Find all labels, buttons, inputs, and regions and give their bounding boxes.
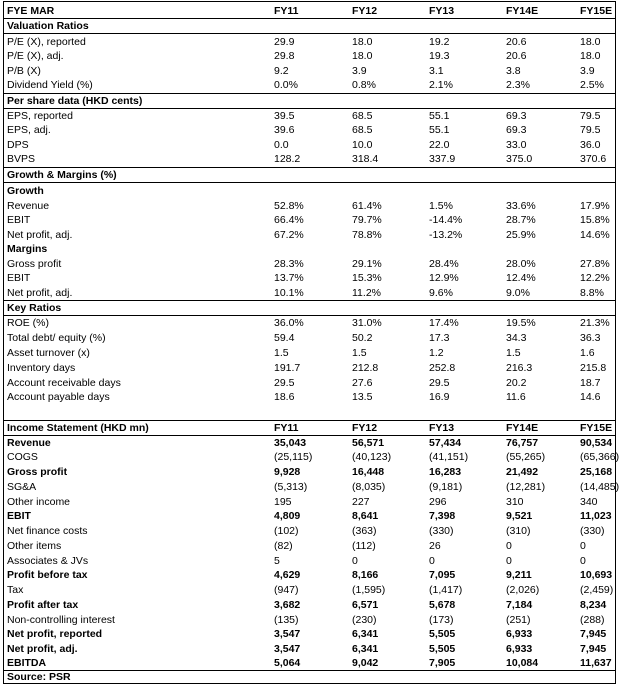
section-header-income-statement: [4, 420, 615, 436]
cell-value: -13.2%: [429, 229, 463, 241]
cell-value: 375.0: [506, 153, 533, 165]
table-row: [4, 568, 615, 582]
cell-value: 0: [506, 555, 512, 567]
cell-value: 13.7%: [274, 272, 304, 284]
cell-value: 52.8%: [274, 200, 304, 212]
cell-value: 39.5: [274, 110, 295, 122]
cell-value: 7,095: [429, 569, 456, 581]
section-title: Key Ratios: [7, 302, 62, 314]
table-row: [4, 152, 615, 166]
row-label: Gross profit: [7, 258, 62, 270]
row-label: EBIT: [7, 272, 31, 284]
cell-value: 39.6: [274, 124, 295, 136]
section-title: Per share data (HKD cents): [7, 95, 143, 107]
row-label: Associates & JVs: [7, 555, 89, 567]
cell-value: 20.6: [506, 36, 527, 48]
cell-value: 79.7%: [352, 214, 382, 226]
table-row: [4, 376, 615, 390]
cell-value: 0.0%: [274, 79, 298, 91]
row-label: Other income: [7, 496, 71, 508]
table-row: [4, 390, 615, 404]
cell-value: 1.5: [274, 347, 289, 359]
cell-value: 10,693: [580, 569, 613, 581]
cell-value: 310: [506, 496, 524, 508]
year-header: FY12: [352, 422, 378, 434]
cell-value: (310): [506, 525, 531, 537]
year-header: FY13: [429, 5, 455, 17]
cell-value: 50.2: [352, 332, 373, 344]
table-row: [4, 286, 615, 300]
row-label: Account receivable days: [7, 377, 121, 389]
table-row: [4, 346, 615, 360]
subsection-header-margins: [4, 242, 615, 256]
section-header-per-share: [4, 93, 615, 109]
cell-value: (173): [429, 614, 454, 626]
cell-value: (1,417): [429, 584, 463, 596]
fye-label: FYE MAR: [7, 5, 55, 17]
table-row: [4, 49, 615, 63]
cell-value: 11,637: [580, 657, 612, 669]
cell-value: 212.8: [352, 362, 379, 374]
cell-value: 6,933: [506, 643, 533, 655]
cell-value: (40,123): [352, 451, 392, 463]
cell-value: 28.3%: [274, 258, 304, 270]
cell-value: 14.6: [580, 391, 601, 403]
cell-value: 78.8%: [352, 229, 382, 241]
cell-value: 20.2: [506, 377, 527, 389]
cell-value: 17.4%: [429, 317, 459, 329]
subsection-header-growth: [4, 184, 615, 198]
cell-value: 17.3: [429, 332, 450, 344]
cell-value: 66.4%: [274, 214, 304, 226]
cell-value: 0: [580, 555, 586, 567]
table-row: [4, 228, 615, 242]
table-row: [4, 524, 615, 538]
cell-value: 0: [429, 555, 435, 567]
cell-value: 26: [429, 540, 441, 552]
cell-value: 9,211: [506, 569, 532, 581]
table-row: [4, 583, 615, 597]
subsection-title: Margins: [7, 243, 48, 255]
cell-value: 128.2: [274, 153, 301, 165]
table-row: [4, 554, 615, 568]
cell-value: (25,115): [274, 451, 313, 463]
cell-value: (82): [274, 540, 293, 552]
cell-value: 11,023: [580, 510, 612, 522]
cell-value: 61.4%: [352, 200, 382, 212]
cell-value: 33.6%: [506, 200, 536, 212]
table-row: [4, 213, 615, 227]
cell-value: 18.0: [352, 50, 373, 62]
cell-value: 215.8: [580, 362, 607, 374]
table-row: [4, 450, 619, 464]
cell-value: 29.5: [274, 377, 295, 389]
cell-value: 28.7%: [506, 214, 536, 226]
row-label: SG&A: [7, 481, 37, 493]
cell-value: 18.7: [580, 377, 601, 389]
cell-value: 68.5: [352, 110, 373, 122]
cell-value: 7,905: [429, 657, 456, 669]
cell-value: 2.1%: [429, 79, 453, 91]
row-label: Total debt/ equity (%): [7, 332, 106, 344]
cell-value: 2.3%: [506, 79, 530, 91]
year-header: FY11: [274, 5, 299, 17]
table-row: [4, 509, 615, 523]
row-label: EBIT: [7, 214, 31, 226]
row-label: Net profit, adj.: [7, 229, 73, 241]
cell-value: 12.2%: [580, 272, 610, 284]
cell-value: 9.6%: [429, 287, 453, 299]
cell-value: 5,505: [429, 628, 456, 640]
table-row: [4, 436, 615, 450]
cell-value: 5,678: [429, 599, 456, 611]
cell-value: 69.3: [506, 124, 527, 136]
cell-value: 55.1: [429, 124, 450, 136]
cell-value: 6,933: [506, 628, 533, 640]
year-header: FY15E: [580, 422, 613, 434]
cell-value: 318.4: [352, 153, 379, 165]
row-label: ROE (%): [7, 317, 49, 329]
cell-value: (112): [352, 540, 376, 552]
cell-value: 296: [429, 496, 447, 508]
year-header: FY15E: [580, 5, 613, 17]
cell-value: 79.5: [580, 124, 601, 136]
row-label: P/B (X): [7, 65, 41, 77]
row-label: COGS: [7, 451, 38, 463]
cell-value: 0: [580, 540, 586, 552]
cell-value: 8,641: [352, 510, 379, 522]
cell-value: (947): [274, 584, 299, 596]
cell-value: 19.3: [429, 50, 450, 62]
cell-value: 3,682: [274, 599, 301, 611]
source-note: Source: PSR: [7, 671, 71, 683]
cell-value: 1.5: [352, 347, 367, 359]
cell-value: (1,595): [352, 584, 386, 596]
row-label: BVPS: [7, 153, 36, 165]
cell-value: (102): [274, 525, 299, 537]
cell-value: 25.9%: [506, 229, 536, 241]
cell-value: 8.8%: [580, 287, 604, 299]
cell-value: 9,521: [506, 510, 533, 522]
cell-value: (363): [352, 525, 377, 537]
cell-value: 6,341: [352, 628, 379, 640]
table-row: [4, 598, 615, 612]
cell-value: (5,313): [274, 481, 308, 493]
cell-value: 31.0%: [352, 317, 382, 329]
cell-value: 8,234: [580, 599, 607, 611]
cell-value: 21.3%: [580, 317, 610, 329]
cell-value: 18.6: [274, 391, 295, 403]
cell-value: 6,341: [352, 643, 379, 655]
row-label: DPS: [7, 139, 29, 151]
cell-value: 27.6: [352, 377, 373, 389]
cell-value: (9,181): [429, 481, 463, 493]
cell-value: 7,398: [429, 510, 456, 522]
cell-value: 28.4%: [429, 258, 459, 270]
cell-value: 79.5: [580, 110, 601, 122]
cell-value: 90,534: [580, 437, 613, 449]
table-row: [4, 138, 615, 152]
cell-value: (2,459): [580, 584, 614, 596]
cell-value: (330): [580, 525, 605, 537]
row-label: Inventory days: [7, 362, 76, 374]
section-title: Growth & Margins (%): [7, 169, 117, 181]
table-row: [4, 539, 615, 553]
row-label: Asset turnover (x): [7, 347, 90, 359]
cell-value: 18.0: [580, 36, 601, 48]
cell-value: 9,928: [274, 466, 301, 478]
cell-value: 1.2: [429, 347, 444, 359]
cell-value: 9.0%: [506, 287, 530, 299]
cell-value: (2,026): [506, 584, 540, 596]
cell-value: 19.2: [429, 36, 450, 48]
cell-value: 0.0: [274, 139, 289, 151]
row-label: Profit before tax: [7, 569, 88, 581]
cell-value: 18.0: [580, 50, 601, 62]
cell-value: 67.2%: [274, 229, 304, 241]
section-title: Income Statement (HKD mn): [7, 422, 149, 434]
cell-value: (330): [429, 525, 454, 537]
year-header: FY11: [274, 422, 299, 434]
cell-value: 36.0: [580, 139, 601, 151]
section-header-key-ratios: [4, 300, 615, 316]
cell-value: 195: [274, 496, 292, 508]
cell-value: (65,366): [580, 451, 619, 463]
cell-value: 1.5%: [429, 200, 453, 212]
cell-value: 16,283: [429, 466, 462, 478]
cell-value: 1.5: [506, 347, 521, 359]
cell-value: 3.1: [429, 65, 444, 77]
cell-value: 36.0%: [274, 317, 304, 329]
row-label: Net finance costs: [7, 525, 88, 537]
row-label: Profit after tax: [7, 599, 79, 611]
row-label: Revenue: [7, 200, 50, 212]
cell-value: 4,629: [274, 569, 301, 581]
table-row: [4, 465, 615, 479]
cell-value: 27.8%: [580, 258, 610, 270]
year-header: FY14E: [506, 5, 539, 17]
cell-value: 57,434: [429, 437, 462, 449]
row-label: Dividend Yield (%): [7, 79, 93, 91]
section-header-valuation: [4, 19, 615, 34]
cell-value: 340: [580, 496, 598, 508]
cell-value: 7,184: [506, 599, 533, 611]
cell-value: (288): [580, 614, 605, 626]
cell-value: 227: [352, 496, 370, 508]
row-label: EBIT: [7, 510, 31, 522]
row-label: EBITDA: [7, 657, 47, 669]
cell-value: 10.0: [352, 139, 373, 151]
table-row: [4, 316, 615, 330]
table-row: [4, 78, 615, 92]
table-row: [4, 361, 615, 375]
table-row: [4, 271, 615, 285]
source-row: [4, 670, 615, 684]
cell-value: (12,281): [506, 481, 546, 493]
row-label: Other items: [7, 540, 62, 552]
cell-value: 337.9: [429, 153, 456, 165]
cell-value: 21,492: [506, 466, 539, 478]
cell-value: 16,448: [352, 466, 385, 478]
cell-value: (41,151): [429, 451, 469, 463]
row-label: Net profit, reported: [7, 628, 103, 640]
cell-value: 17.9%: [580, 200, 610, 212]
row-label: Tax: [7, 584, 24, 596]
cell-value: 0: [506, 540, 512, 552]
cell-value: 1.6: [580, 347, 595, 359]
year-header: FY14E: [506, 422, 539, 434]
row-label: P/E (X), reported: [7, 36, 86, 48]
cell-value: 12.9%: [429, 272, 459, 284]
table-row: [4, 480, 619, 494]
cell-value: 7,945: [580, 628, 607, 640]
cell-value: 0: [352, 555, 358, 567]
cell-value: 34.3: [506, 332, 527, 344]
cell-value: 69.3: [506, 110, 527, 122]
cell-value: 55.1: [429, 110, 450, 122]
row-label: P/E (X), adj.: [7, 50, 64, 62]
cell-value: 0.8%: [352, 79, 376, 91]
table-row: [4, 495, 615, 509]
row-label: Non-controlling interest: [7, 614, 115, 626]
cell-value: 6,571: [352, 599, 379, 611]
cell-value: (8,035): [352, 481, 386, 493]
cell-value: 29.5: [429, 377, 450, 389]
cell-value: 29.9: [274, 36, 295, 48]
cell-value: 35,043: [274, 437, 307, 449]
cell-value: 3.8: [506, 65, 521, 77]
row-label: Net profit, adj.: [7, 643, 78, 655]
table-row: [4, 199, 615, 213]
financial-summary-table: [3, 1, 619, 684]
cell-value: (135): [274, 614, 299, 626]
cell-value: 3,547: [274, 643, 301, 655]
table-row: [4, 257, 615, 271]
table-row: [4, 109, 615, 123]
cell-value: 25,168: [580, 466, 613, 478]
cell-value: 15.3%: [352, 272, 382, 284]
cell-value: 11.2%: [352, 287, 381, 299]
subsection-title: Growth: [7, 185, 44, 197]
cell-value: 68.5: [352, 124, 373, 136]
cell-value: 13.5: [352, 391, 373, 403]
table-row: [4, 656, 615, 671]
cell-value: 20.6: [506, 50, 527, 62]
cell-value: 3,547: [274, 628, 301, 640]
table-row: [4, 627, 615, 641]
cell-value: 5,064: [274, 657, 301, 669]
cell-value: 22.0: [429, 139, 450, 151]
table-row: [4, 123, 615, 137]
cell-value: 19.5%: [506, 317, 536, 329]
section-header-growth-margins: [4, 167, 615, 183]
cell-value: (14,485): [580, 481, 619, 493]
row-label: EPS, reported: [7, 110, 73, 122]
cell-value: 9.2: [274, 65, 289, 77]
section-title: Valuation Ratios: [7, 20, 89, 32]
cell-value: 12.4%: [506, 272, 536, 284]
row-label: Gross profit: [7, 466, 68, 478]
cell-value: 29.8: [274, 50, 295, 62]
cell-value: 14.6%: [580, 229, 610, 241]
cell-value: 28.0%: [506, 258, 536, 270]
row-label: Net profit, adj.: [7, 287, 73, 299]
cell-value: 3.9: [580, 65, 595, 77]
cell-value: 59.4: [274, 332, 295, 344]
cell-value: 252.8: [429, 362, 456, 374]
cell-value: (230): [352, 614, 377, 626]
table-header-row: [4, 4, 615, 19]
cell-value: 29.1%: [352, 258, 382, 270]
row-label: Revenue: [7, 437, 51, 449]
cell-value: 15.8%: [580, 214, 610, 226]
cell-value: (55,265): [506, 451, 546, 463]
cell-value: 10,084: [506, 657, 539, 669]
cell-value: 33.0: [506, 139, 527, 151]
cell-value: 10.1%: [274, 287, 304, 299]
cell-value: 18.0: [352, 36, 373, 48]
year-header: FY12: [352, 5, 378, 17]
table-row: [4, 35, 615, 49]
cell-value: 56,571: [352, 437, 385, 449]
cell-value: 5,505: [429, 643, 456, 655]
cell-value: 36.3: [580, 332, 601, 344]
cell-value: 7,945: [580, 643, 607, 655]
row-label: Account payable days: [7, 391, 110, 403]
cell-value: 3.9: [352, 65, 367, 77]
cell-value: 8,166: [352, 569, 379, 581]
year-header: FY13: [429, 422, 455, 434]
cell-value: 11.6: [506, 391, 526, 403]
cell-value: 216.3: [506, 362, 533, 374]
cell-value: 9,042: [352, 657, 379, 669]
table-row: [4, 613, 615, 627]
cell-value: 5: [274, 555, 280, 567]
cell-value: 370.6: [580, 153, 607, 165]
table-row: [4, 331, 615, 345]
row-label: EPS, adj.: [7, 124, 51, 136]
table-row: [4, 64, 615, 78]
table-row: [4, 642, 615, 656]
cell-value: (251): [506, 614, 531, 626]
cell-value: 76,757: [506, 437, 539, 449]
cell-value: 191.7: [274, 362, 301, 374]
cell-value: 2.5%: [580, 79, 604, 91]
cell-value: 4,809: [274, 510, 301, 522]
cell-value: -14.4%: [429, 214, 463, 226]
cell-value: 16.9: [429, 391, 450, 403]
